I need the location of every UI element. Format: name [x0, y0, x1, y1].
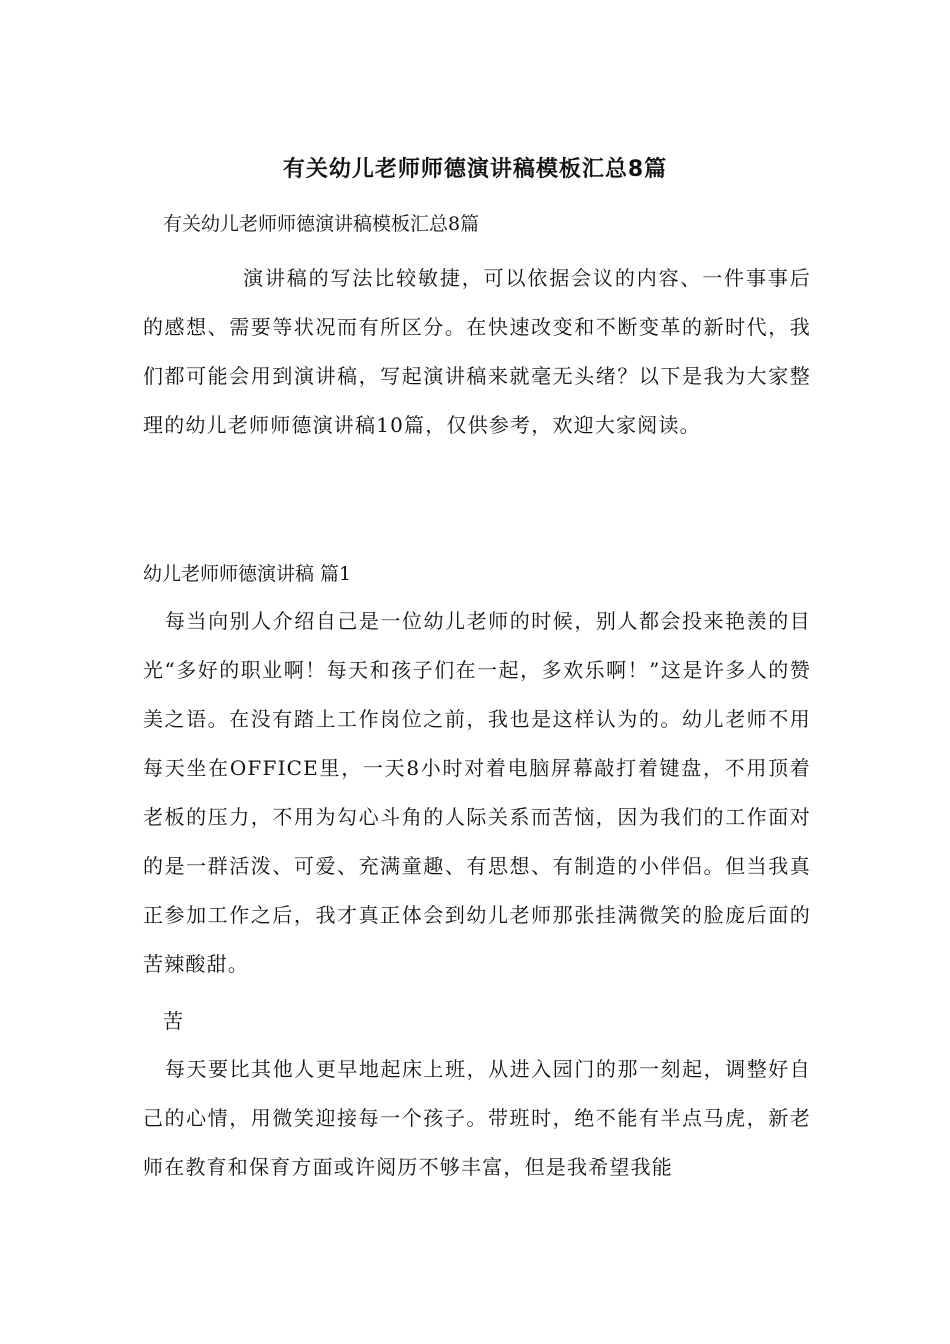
body-paragraph: 每当向别人介绍自己是一位幼儿老师的时候，别人都会投来艳羡的目光“多好的职业啊！每天和孩子们在一起，多欢乐啊！”这是许多人的赞美之语。在没有踏上工作岗位之前，我也是这样认为的。幼儿老师不用每天坐在OFFICE里，一天8小时对着电脑屏幕敲打着键盘，不用顶着老板的压力，不用为勾心斗角的人际关系而苦恼，因为我们的工作面对的是一群活泼、可爱、充满童趣、有思想、有制造的小伴侣。但当我真正参加工作之后，我才真正体会到幼儿老师那张挂满微笑的脸庞后面的苦辣酸甜。 [143, 609, 811, 976]
document-title: 有关幼儿老师师德演讲稿模板汇总8篇 [282, 157, 668, 182]
document-subtitle: 有关幼儿老师师德演讲稿模板汇总8篇 [163, 213, 480, 235]
body-paragraph: 每天要比其他人更早地起床上班，从进入园门的那一刻起，调整好自己的心情，用微笑迎接每一个孩子。带班时，绝不能有半点马虎，新老师在教育和保育方面或许阅历不够丰富，但是我希望我能 [143, 1057, 811, 1179]
section-heading: 幼儿老师师德演讲稿 篇1 [143, 563, 352, 585]
subheading: 苦 [163, 1009, 183, 1033]
intro-paragraph: 演讲稿的写法比较敏捷，可以依据会议的内容、一件事事后的感想、需要等状况而有所区分。在快速改变和不断变革的新时代，我们都可能会用到演讲稿，写起演讲稿来就毫无头绪？以下是我为大家整理的幼儿老师师德演讲稿10篇，仅供参考，欢迎大家阅读。 [143, 266, 811, 437]
